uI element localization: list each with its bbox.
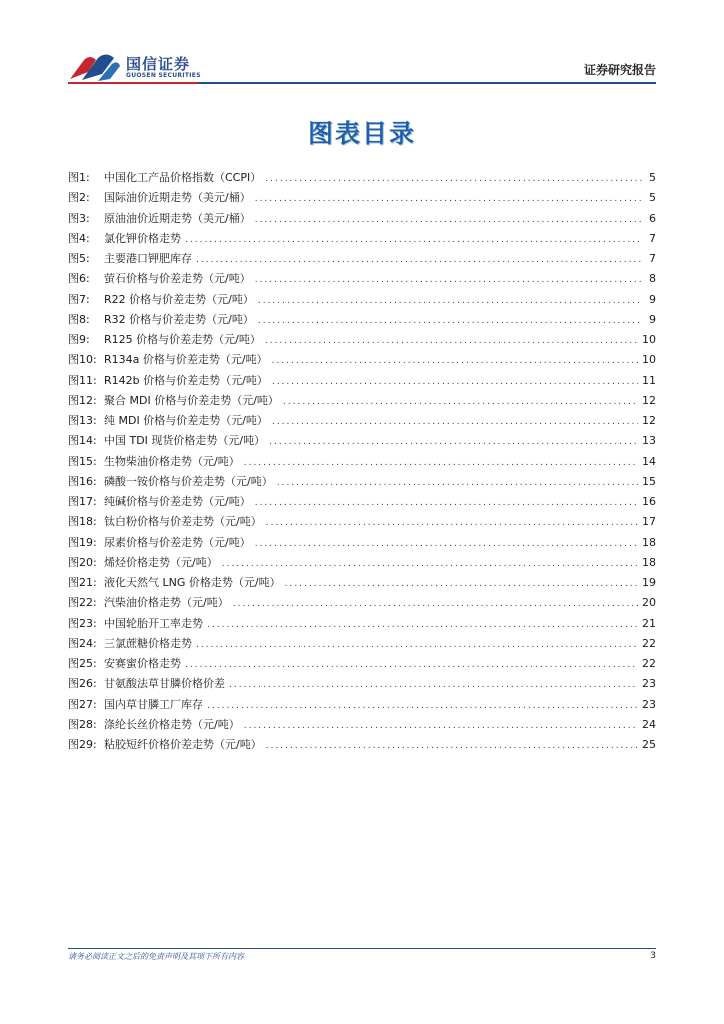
toc-entry[interactable] — [68, 674, 656, 694]
toc-figure-title[interactable]: 主要港口钾肥库存 — [104, 252, 192, 265]
toc-figure-label: 图19: — [68, 535, 97, 549]
toc-leader-dots — [283, 392, 638, 412]
toc-figure-label: 图26: — [68, 677, 97, 691]
toc-figure-title[interactable]: 甘氨酸法草甘膦价格价差 — [104, 677, 225, 691]
toc-entry[interactable] — [68, 533, 656, 553]
toc-entry[interactable] — [68, 411, 656, 431]
toc-figure-label: 图23: — [68, 616, 97, 630]
toc-figure-label: 图9: — [68, 333, 90, 346]
toc-entry[interactable] — [68, 715, 656, 735]
header-divider-accent — [68, 82, 198, 84]
footer-divider — [68, 948, 656, 949]
toc-page-number[interactable]: 22 — [642, 636, 656, 650]
toc-entry[interactable] — [68, 634, 656, 654]
toc-entry[interactable] — [68, 593, 656, 613]
toc-page-number[interactable]: 9 — [649, 292, 656, 306]
toc-page-number[interactable]: 18 — [642, 555, 656, 569]
toc-entry[interactable] — [68, 735, 656, 755]
toc-figure-title[interactable]: R134a 价格与价差走势（元/吨） — [104, 353, 268, 367]
toc-figure-label: 图15: — [68, 454, 97, 468]
toc-figure-title[interactable]: 尿素价格与价差走势（元/吨） — [104, 535, 251, 549]
toc-figure-label: 图11: — [68, 373, 97, 387]
toc-leader-dots — [277, 473, 638, 493]
toc-page-number[interactable]: 22 — [642, 657, 656, 670]
toc-figure-label: 图12: — [68, 393, 97, 407]
toc-page-number[interactable]: 16 — [642, 495, 656, 508]
toc-entry[interactable] — [68, 371, 656, 391]
toc-page-number[interactable]: 8 — [649, 272, 656, 286]
toc-figure-title[interactable]: 生物柴油价格走势（元/吨） — [104, 454, 240, 468]
toc-page-number[interactable]: 10 — [642, 353, 656, 367]
toc-figure-label: 图8: — [68, 312, 90, 326]
toc-leader-dots — [266, 513, 638, 533]
toc-figure-label: 图17: — [68, 495, 97, 508]
toc-page-number[interactable]: 20 — [642, 596, 656, 610]
toc-figure-title[interactable]: 涤纶长丝价格走势（元/吨） — [104, 717, 240, 731]
toc-entry[interactable] — [68, 654, 656, 674]
toc-figure-title[interactable]: 安赛蜜价格走势 — [104, 657, 181, 670]
toc-page-number[interactable]: 10 — [642, 333, 656, 346]
toc-figure-label: 图21: — [68, 576, 97, 589]
toc-leader-dots — [244, 716, 638, 736]
toc-figure-label: 图22: — [68, 596, 97, 610]
toc-figure-title[interactable]: 钛白粉价格与价差走势（元/吨） — [104, 515, 262, 529]
toc-page-number[interactable]: 13 — [642, 434, 656, 448]
toc-figure-label: 图2: — [68, 191, 90, 205]
toc-figure-title[interactable]: 中国轮胎开工率走势 — [104, 616, 203, 630]
toc-leader-dots — [285, 574, 638, 594]
toc-leader-dots — [185, 655, 638, 675]
toc-leader-dots — [258, 311, 642, 331]
toc-figure-label: 图29: — [68, 738, 97, 751]
toc-leader-dots — [244, 453, 638, 473]
toc-page-number[interactable]: 23 — [642, 697, 656, 711]
report-type-label: 证券研究报告 — [583, 63, 656, 77]
toc-figure-label: 图28: — [68, 717, 97, 731]
toc-entry[interactable] — [68, 573, 656, 593]
toc-figure-title[interactable]: 原油油价近期走势（美元/桶） — [104, 211, 251, 225]
toc-leader-dots — [258, 291, 642, 311]
toc-figure-label: 图1: — [68, 171, 90, 184]
toc-figure-label: 图5: — [68, 252, 90, 265]
toc-figure-label: 图6: — [68, 272, 90, 286]
toc-figure-label: 图14: — [68, 434, 97, 448]
toc-page-number[interactable]: 17 — [642, 515, 656, 529]
toc-page-number[interactable]: 12 — [642, 393, 656, 407]
toc-leader-dots — [255, 210, 642, 230]
toc-page-number[interactable]: 24 — [642, 717, 656, 731]
toc-figure-label: 图24: — [68, 636, 97, 650]
toc-figure-label: 图10: — [68, 353, 97, 367]
toc-entry[interactable] — [68, 695, 656, 715]
toc-entry[interactable] — [68, 512, 656, 532]
toc-figure-title[interactable]: 国际油价近期走势（美元/桶） — [104, 191, 251, 205]
toc-figure-label: 图7: — [68, 292, 90, 306]
toc-page-number[interactable]: 5 — [649, 191, 656, 205]
toc-entry[interactable] — [68, 472, 656, 492]
toc-entry[interactable] — [68, 188, 656, 208]
toc-figure-label: 图13: — [68, 414, 97, 427]
toc-leader-dots — [272, 412, 638, 432]
toc-figure-label: 图3: — [68, 211, 90, 225]
toc-leader-dots — [269, 432, 638, 452]
toc-leader-dots — [222, 554, 638, 574]
toc-leader-dots — [255, 493, 638, 513]
toc-page-number[interactable]: 6 — [649, 211, 656, 225]
toc-leader-dots — [255, 534, 638, 554]
toc-figure-label: 图18: — [68, 515, 97, 529]
toc-page-number[interactable]: 5 — [649, 171, 656, 184]
toc-entry[interactable] — [68, 209, 656, 229]
toc-entry[interactable] — [68, 350, 656, 370]
toc-entry[interactable] — [68, 229, 656, 249]
toc-leader-dots — [207, 615, 638, 635]
logo-text-en: GUOSEN SECURITIES — [126, 72, 201, 79]
page-title: 图表目录 — [307, 119, 416, 148]
toc-page-number[interactable]: 18 — [642, 535, 656, 549]
toc-entry[interactable] — [68, 614, 656, 634]
toc-page-number[interactable]: 7 — [649, 252, 656, 265]
toc-figure-title[interactable]: 磷酸一铵价格与价差走势（元/吨） — [104, 474, 273, 488]
toc-figure-title[interactable]: 萤石价格与价差走势（元/吨） — [104, 272, 251, 286]
logo-text-cn: 国信证券 — [126, 55, 191, 73]
toc-figure-label: 图25: — [68, 657, 97, 670]
toc-page-number[interactable]: 23 — [642, 677, 656, 691]
toc-figure-title[interactable]: 纯碱价格与价差走势（元/吨） — [104, 495, 251, 508]
toc-figure-title[interactable]: R32 价格与价差走势（元/吨） — [104, 312, 254, 326]
toc-entry[interactable] — [68, 553, 656, 573]
toc-leader-dots — [272, 372, 638, 392]
toc-entry[interactable] — [68, 431, 656, 451]
toc-leader-dots — [266, 736, 638, 756]
toc-figure-title[interactable]: 中国化工产品价格指数（CCPI） — [104, 171, 262, 184]
toc-page-number[interactable]: 21 — [642, 616, 656, 630]
toc-page-number[interactable]: 14 — [642, 454, 656, 468]
toc-entry[interactable] — [68, 452, 656, 472]
toc-figure-title[interactable]: 粘胶短纤价格价差走势（元/吨） — [104, 738, 262, 751]
toc-entry[interactable] — [68, 391, 656, 411]
toc-figure-title[interactable]: R142b 价格与价差走势（元/吨） — [104, 373, 268, 387]
toc-figure-title[interactable]: 纯 MDI 价格与价差走势（元/吨） — [104, 414, 268, 427]
toc-leader-dots — [265, 169, 642, 189]
toc-entry[interactable] — [68, 168, 656, 188]
toc-entry[interactable] — [68, 269, 656, 289]
toc-leader-dots — [185, 230, 642, 250]
toc-figure-title[interactable]: 氯化钾价格走势 — [104, 231, 181, 245]
toc-figure-title[interactable]: 国内草甘膦工厂库存 — [104, 697, 203, 711]
guosen-logo — [68, 52, 208, 82]
toc-figure-title[interactable]: 三氯蔗糖价格走势 — [104, 636, 192, 650]
toc-leader-dots — [272, 351, 638, 371]
page-header — [68, 40, 656, 86]
toc-figure-title[interactable]: 汽柴油价格走势（元/吨） — [104, 596, 229, 610]
toc-page-number[interactable]: 15 — [642, 474, 656, 488]
toc-figure-title[interactable]: 中国 TDI 现货价格走势（元/吨） — [104, 434, 266, 448]
toc-figure-title[interactable]: 液化天然气 LNG 价格走势（元/吨） — [104, 576, 281, 589]
toc-entry[interactable] — [68, 330, 656, 350]
figure-list — [68, 168, 656, 755]
toc-page-number[interactable]: 25 — [642, 738, 656, 751]
toc-figure-title[interactable]: 烯烃价格走势（元/吨） — [104, 555, 218, 569]
toc-figure-title[interactable]: 聚合 MDI 价格与价差走势（元/吨） — [104, 393, 279, 407]
toc-entry[interactable] — [68, 492, 656, 512]
toc-page-number[interactable]: 9 — [649, 312, 656, 326]
toc-entry[interactable] — [68, 249, 656, 269]
toc-figure-title[interactable]: R125 价格与价差走势（元/吨） — [104, 333, 261, 346]
toc-figure-label: 图4: — [68, 231, 90, 245]
toc-page-number[interactable]: 7 — [649, 231, 656, 245]
toc-leader-dots — [255, 189, 642, 209]
toc-figure-label: 图20: — [68, 555, 97, 569]
toc-entry[interactable] — [68, 310, 656, 330]
toc-leader-dots — [233, 594, 638, 614]
toc-leader-dots — [196, 635, 638, 655]
toc-figure-label: 图27: — [68, 697, 97, 711]
toc-figure-title[interactable]: R22 价格与价差走势（元/吨） — [104, 292, 254, 306]
toc-page-number[interactable]: 11 — [642, 373, 656, 387]
toc-leader-dots — [229, 675, 638, 695]
guosen-logo-mark — [68, 52, 122, 82]
toc-entry[interactable] — [68, 290, 656, 310]
page-number: 3 — [650, 951, 656, 961]
toc-leader-dots — [255, 270, 642, 290]
toc-figure-label: 图16: — [68, 474, 97, 488]
toc-leader-dots — [207, 696, 638, 716]
toc-page-number[interactable]: 19 — [642, 576, 656, 589]
toc-leader-dots — [265, 331, 638, 351]
toc-leader-dots — [196, 250, 642, 270]
disclaimer-text: 请务必阅读正文之后的免责声明及其项下所有内容 — [68, 952, 244, 961]
toc-page-number[interactable]: 12 — [642, 414, 656, 427]
